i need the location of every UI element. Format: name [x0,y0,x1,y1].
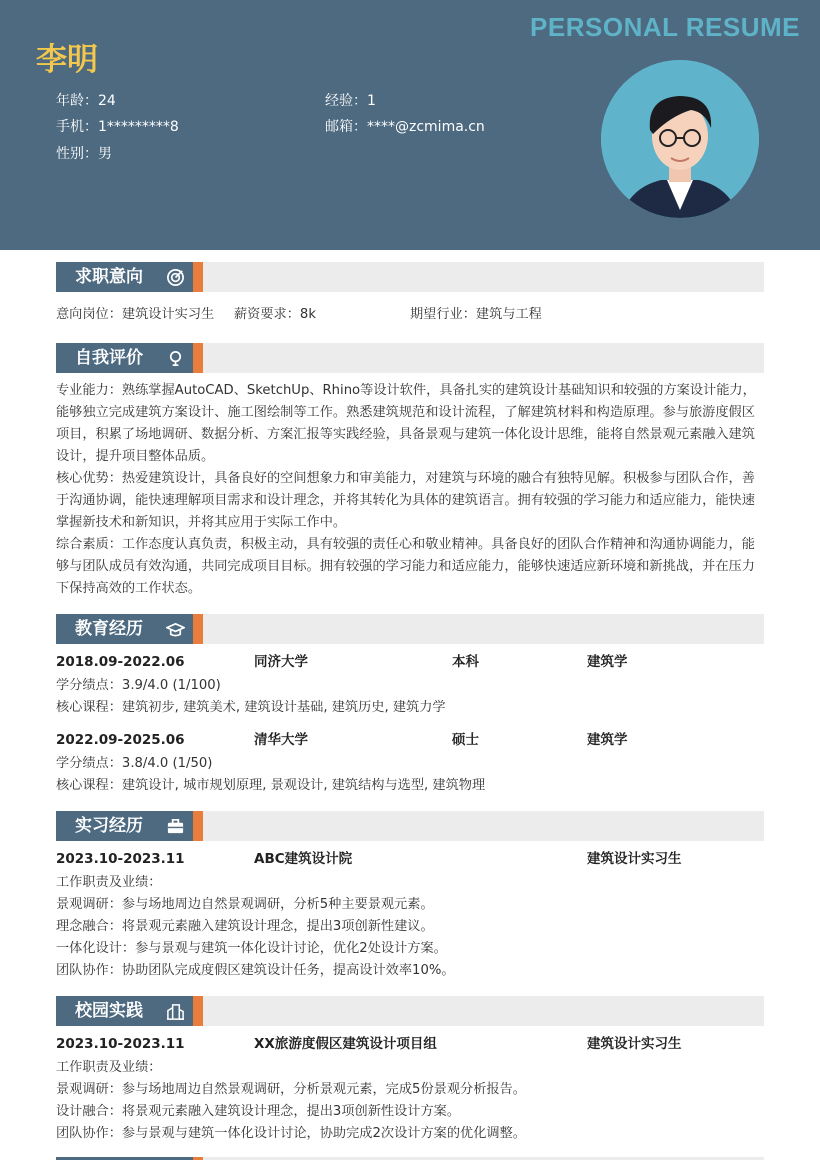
email: 邮箱：****@zcmima.cn [325,119,485,135]
campus-role: 建筑设计实习生 [587,1036,682,1052]
section-header-self-eval [56,343,764,373]
section-title: 实习经历 [75,816,143,836]
edu-courses: 核心课程：建筑设计, 城市规划原理, 景观设计, 建筑结构与选型, 建筑物理 [56,778,486,793]
self-eval-paragraph: 综合素质：工作态度认真负责，积极主动，具有较强的责任心和敬业精神。具备良好的团队合作精神和沟通协调能力，能够与团队成员有效沟通，共同完成项目目标。拥有较强的学习能力和适应能力，能够快速适应新环境和新挑战，并在压力下保持高效的工作状态。 [56,537,755,596]
section-accent [193,343,203,373]
section-title: 求职意向 [75,267,143,287]
intern-line: 团队协作：协助团队完成度假区建筑设计任务，提高设计效率10%。 [56,963,455,978]
section-title: 教育经历 [75,619,143,639]
target-icon [166,268,185,287]
resume-banner-title: PERSONAL RESUME [530,12,800,42]
intern-role: 建筑设计实习生 [587,851,682,867]
intern-period: 2023.10-2023.11 [56,851,185,867]
intent-position: 意向岗位：建筑设计实习生 [56,307,215,322]
section-header-intent [56,262,764,292]
edu-period: 2022.09-2025.06 [56,732,185,748]
briefcase-icon [166,817,185,836]
edu-major: 建筑学 [587,654,628,670]
section-accent [193,614,203,644]
edu-gpa: 学分绩点：3.9/4.0 (1/100) [56,678,221,693]
header-banner [0,0,820,250]
edu-period: 2018.09-2022.06 [56,654,185,670]
section-accent [193,996,203,1026]
edu-major: 建筑学 [587,732,628,748]
section-header-education [56,614,764,644]
edu-degree: 硕士 [452,732,479,748]
candidate-name: 李明 [36,42,98,78]
section-header-internship [56,811,764,841]
campus-org: XX旅游度假区建筑设计项目组 [254,1036,437,1052]
section-accent [193,262,203,292]
edu-degree: 本科 [452,654,479,670]
intern-line: 工作职责及业绩： [56,875,162,890]
intern-line: 景观调研：参与场地周边自然景观调研，分析5种主要景观元素。 [56,897,434,912]
avatar [601,60,759,218]
intern-line: 一体化设计：参与景观与建筑一体化设计讨论，优化2处设计方案。 [56,941,447,956]
edu-school: 清华大学 [254,732,308,748]
phone: 手机：1*********8 [56,119,179,135]
section-accent [193,811,203,841]
campus-period: 2023.10-2023.11 [56,1036,185,1052]
edu-courses: 核心课程：建筑初步, 建筑美术, 建筑设计基础, 建筑历史, 建筑力学 [56,700,446,715]
building-icon [166,1002,185,1021]
gender: 性别：男 [56,146,112,162]
intent-salary: 薪资要求：8k [234,307,316,322]
campus-line: 景观调研：参与场地周边自然景观调研，分析景观元素，完成5份景观分析报告。 [56,1082,526,1097]
section-title: 自我评价 [75,348,143,368]
section-header-campus [56,996,764,1026]
graduation-cap-icon [166,620,185,639]
intern-line: 理念融合：将景观元素融入建筑设计理念，提出3项创新性建议。 [56,919,434,934]
campus-line: 团队协作：参与景观与建筑一体化设计讨论，协助完成2次设计方案的优化调整。 [56,1126,526,1141]
edu-gpa: 学分绩点：3.8/4.0 (1/50) [56,756,213,771]
age: 年龄：24 [56,93,116,109]
self-eval-paragraph: 核心优势：热爱建筑设计，具备良好的空间想象力和审美能力，对建筑与环境的融合有独特见解。积极参与团队合作，善于沟通协调，能快速理解项目需求和设计理念，并将其转化为具体的建筑语言。拥有较强的学习能力和适应能力，能快速掌握新技术和新知识，并将其应用于实际工作中。 [56,471,755,530]
section-title: 校园实践 [75,1001,143,1021]
experience: 经验：1 [325,93,376,109]
campus-line: 设计融合：将景观元素融入建筑设计理念，提出3项创新性设计方案。 [56,1104,461,1119]
campus-line: 工作职责及业绩： [56,1060,162,1075]
self-eval-paragraph: 专业能力：熟练掌握AutoCAD、SketchUp、Rhino等设计软件，具备扎实的建筑设计基础知识和较强的方案设计能力，能够独立完成建筑方案设计、施工图绘制等工作。熟悉建筑规范和设计流程，了解建筑材料和构造原理。参与旅游度假区项目，积累了场地调研、数据分析、方案汇报等实践经验，具备景观与建筑一体化设计思维，能将自然景观元素融入建筑设计，提升项目整体品质。 [56,383,756,464]
intent-industry: 期望行业：建筑与工程 [410,307,542,322]
edu-school: 同济大学 [254,654,308,670]
intern-org: ABC建筑设计院 [254,851,353,867]
lightbulb-icon [166,349,185,368]
